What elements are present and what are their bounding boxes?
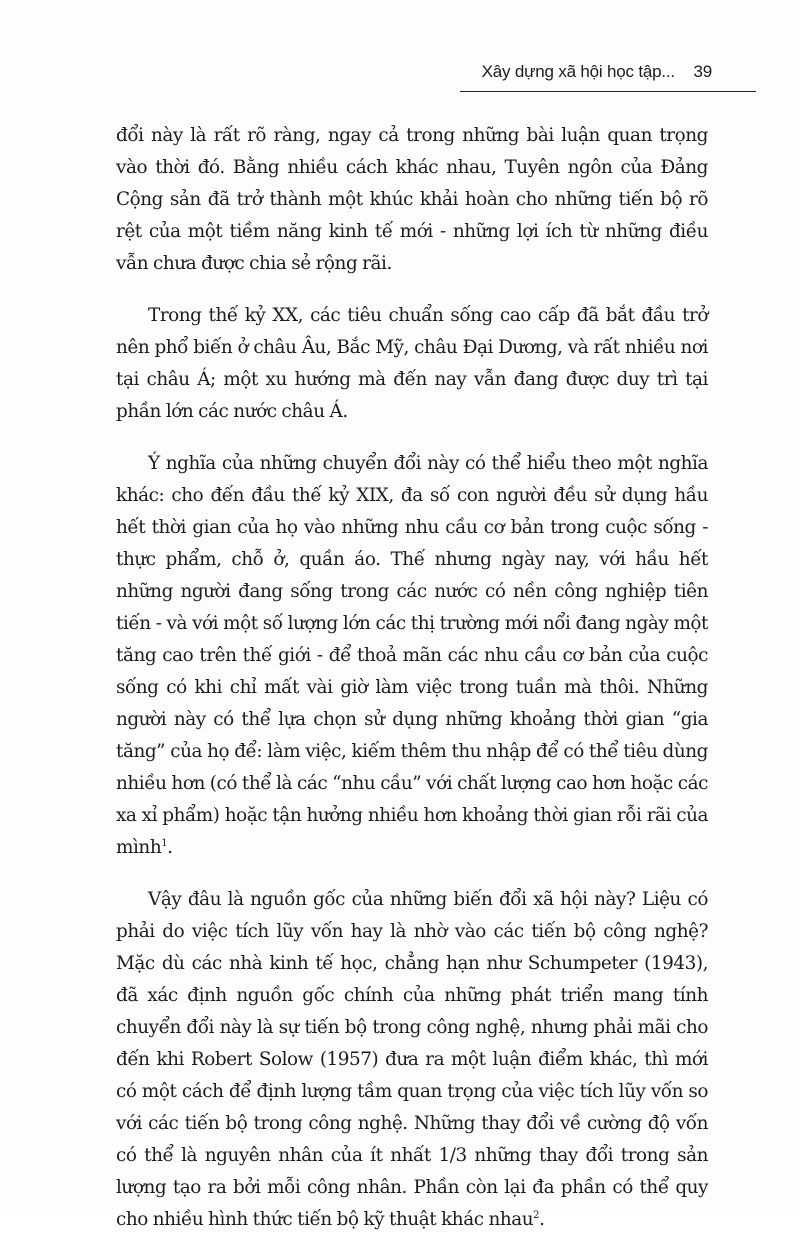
paragraph-2-text: Trong thế kỷ XX, các tiêu chuẩn sống cao cấp đã bắt đầu trở nên phổ biến ở châu Âu, Bắc Mỹ, châu Đại Dương, và rất nhiều nơi tại châu Á; một xu hướng mà đến nay vẫn đang được duy trì tại phần lớn các nước châu Á. — [116, 305, 708, 422]
paragraph-2 — [116, 300, 708, 428]
paragraph-3 — [116, 448, 708, 864]
body-text — [116, 120, 708, 1256]
paragraph-3-tail: . — [167, 837, 173, 858]
footnote-marker-1[interactable]: 1 — [161, 837, 168, 849]
paragraph-1 — [116, 120, 708, 280]
paragraph-4 — [116, 884, 708, 1236]
paragraph-4-tail: . — [539, 1209, 545, 1230]
paragraph-3-text: Ý nghĩa của những chuyển đổi này có thể hiểu theo một nghĩa khác: cho đến đầu thế kỷ XIX, đa số con người đều sử dụng hầu hết thời gian của họ vào những nhu cầu cơ bản trong cuộc sống - thực phẩm, chỗ ở, quần áo. Thế nhưng ngày nay, với hầu hết những người đang sống trong các nước có nền công nghiệp tiên tiến - và với một số lượng lớn các thị trường mới nổi đang ngày một tăng cao trên thế giới - để thoả mãn các nhu cầu cơ bản của cuộc sống có khi chỉ mất vài giờ làm việc trong tuần mà thôi. Những người này có thể lựa chọn sử dụng những khoảng thời gian “gia tăng” của họ để: làm việc, kiếm thêm thu nhập để có thể tiêu dùng nhiều hơn (có thể là các “nhu cầu” với chất lượng cao hơn hoặc các xa xỉ phẩm) hoặc tận hưởng nhiều hơn khoảng thời gian rỗi rãi của mình — [116, 453, 708, 858]
running-header — [460, 58, 756, 92]
chapter-title: Xây dựng xã hội học tập... — [481, 62, 675, 81]
footnote-marker-2[interactable]: 2 — [533, 1209, 540, 1221]
paragraph-1-text: đổi này là rất rõ ràng, ngay cả trong những bài luận quan trọng vào thời đó. Bằng nhiều cách khác nhau, Tuyên ngôn của Đảng Cộng sản đã trở thành một khúc khải hoàn cho những tiến bộ rõ rệt của một tiềm năng kinh tế mới - những lợi ích từ những điều vẫn chưa được chia sẻ rộng rãi. — [116, 125, 708, 274]
paragraph-4-text: Vậy đâu là nguồn gốc của những biến đổi xã hội này? Liệu có phải do việc tích lũy vốn hay là nhờ vào các tiến bộ công nghệ? Mặc dù các nhà kinh tế học, chẳng hạn như Schumpeter (1943), đã xác định nguồn gốc chính của những phát triển mang tính chuyển đổi này là sự tiến bộ trong công nghệ, nhưng phải mãi cho đến khi Robert Solow (1957) đưa ra một luận điểm khác, thì mới có một cách để định lượng tầm quan trọng của việc tích lũy vốn so với các tiến bộ trong công nghệ. Những thay đổi về cường độ vốn có thể là nguyên nhân của ít nhất 1/3 những thay đổi trong sản lượng tạo ra bởi mỗi công nhân. Phần còn lại đa phần có thể quy cho nhiều hình thức tiến bộ kỹ thuật khác nhau — [116, 889, 708, 1230]
page-number: 39 — [693, 62, 712, 81]
